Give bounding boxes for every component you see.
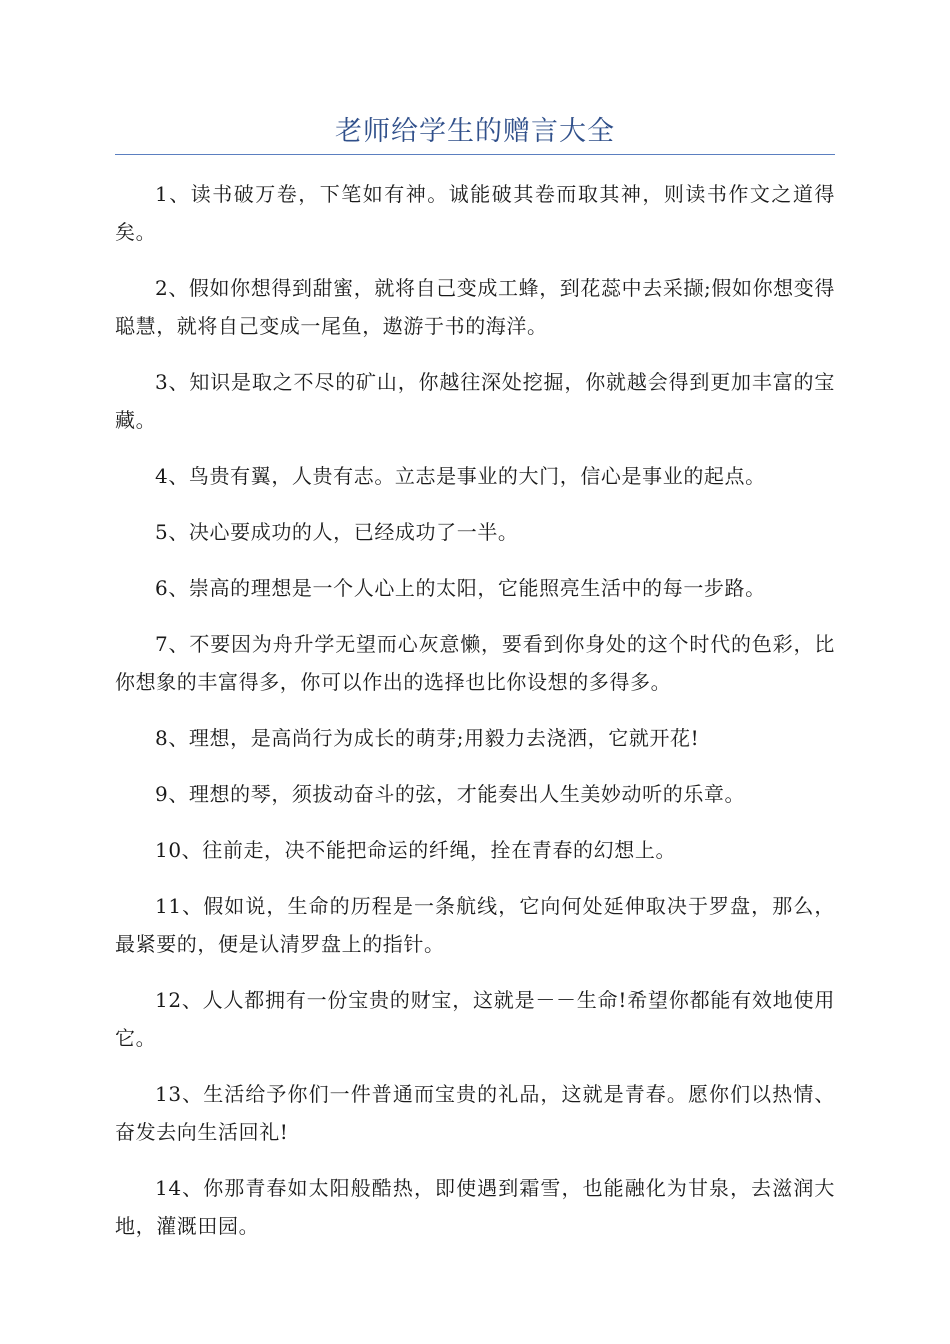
paragraph-1: 1、读书破万卷，下笔如有神。诚能破其卷而取其神，则读书作文之道得矣。	[115, 182, 835, 244]
paragraph-6: 6、崇高的理想是一个人心上的太阳，它能照亮生活中的每一步路。	[155, 576, 766, 600]
paragraph-3: 3、知识是取之不尽的矿山，你越往深处挖掘，你就越会得到更加丰富的宝藏。	[115, 370, 835, 432]
paragraph-9: 9、理想的琴，须拔动奋斗的弦，才能奏出人生美妙动听的乐章。	[155, 782, 746, 806]
paragraph-14: 14、你那青春如太阳般酷热，即使遇到霜雪，也能融化为甘泉，去滋润大地，灌溉田园。	[115, 1176, 835, 1238]
paragraph-7: 7、不要因为舟升学无望而心灰意懒，要看到你身处的这个时代的色彩，比你想象的丰富得多，你可以作出的选择也比你设想的多得多。	[115, 632, 835, 694]
page-title: 老师给学生的赠言大全	[335, 116, 615, 147]
paragraph-12: 12、人人都拥有一份宝贵的财宝，这就是－－生命!希望你都能有效地使用它。	[115, 988, 835, 1050]
title-underline	[115, 154, 835, 155]
paragraph-5: 5、决心要成功的人，已经成功了一半。	[155, 520, 519, 544]
paragraph-2: 2、假如你想得到甜蜜，就将自己变成工蜂，到花蕊中去采撷;假如你想变得聪慧，就将自己变成一尾鱼，遨游于书的海洋。	[115, 276, 835, 338]
paragraph-11: 11、假如说，生命的历程是一条航线，它向何处延伸取决于罗盘，那么，最紧要的，便是认清罗盘上的指针。	[115, 894, 835, 956]
paragraph-10: 10、往前走，决不能把命运的纤绳，拴在青春的幻想上。	[155, 838, 677, 862]
paragraph-4: 4、鸟贵有翼，人贵有志。立志是事业的大门，信心是事业的起点。	[155, 464, 766, 488]
paragraph-8: 8、理想，是高尚行为成长的萌芽;用毅力去浇洒，它就开花!	[155, 726, 700, 750]
paragraph-13: 13、生活给予你们一件普通而宝贵的礼品，这就是青春。愿你们以热情、奋发去向生活回礼!	[115, 1082, 835, 1144]
document-body	[115, 175, 835, 1263]
